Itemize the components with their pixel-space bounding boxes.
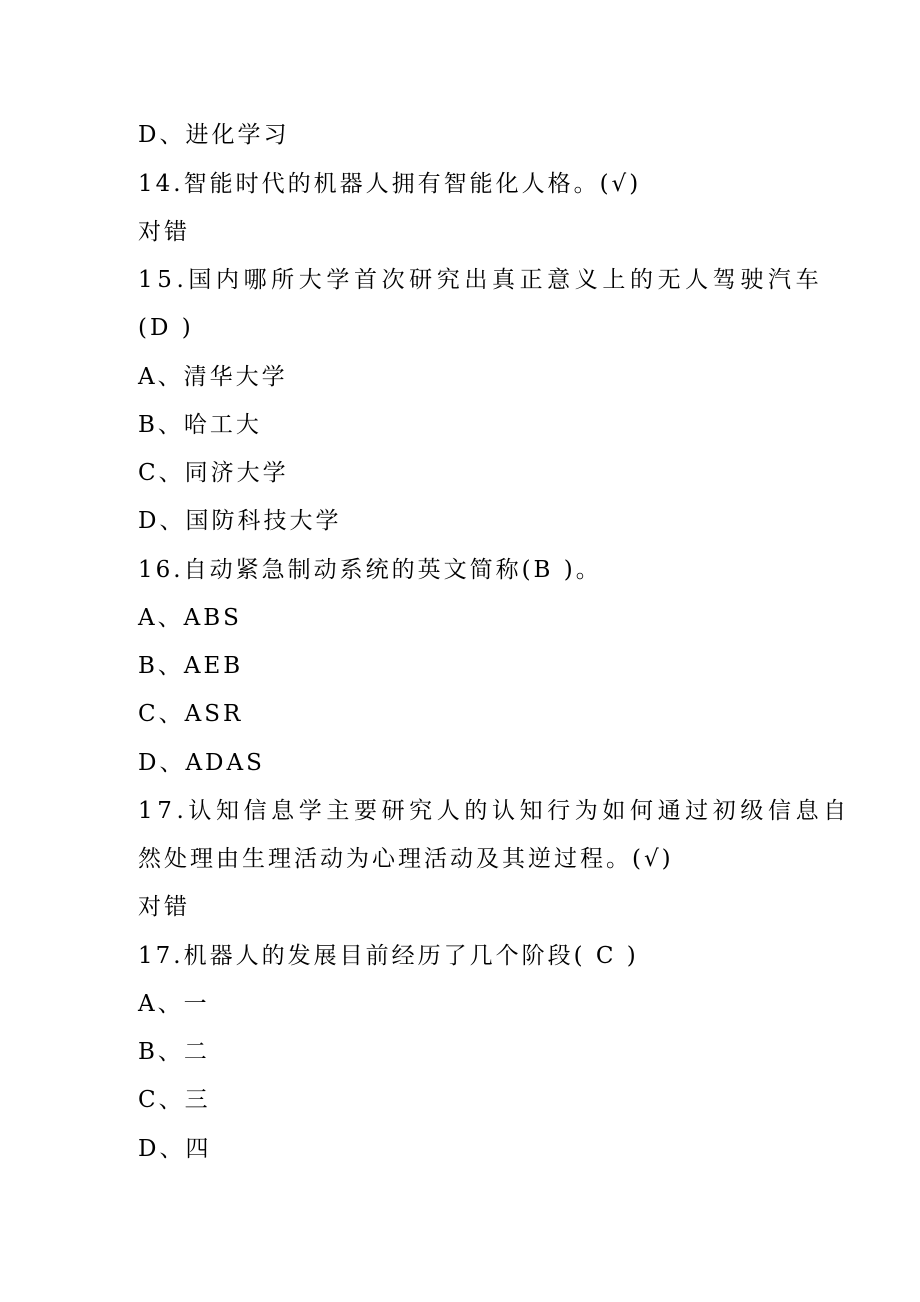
option-a-q15: A、清华大学 [138, 364, 288, 390]
question-16: 16.自动紧急制动系统的英文简称(B )。 [138, 557, 602, 583]
option-c-q16: C、ASR [138, 701, 244, 727]
option-b-q17b: B、二 [138, 1039, 210, 1065]
option-d-q17b: D、四 [138, 1136, 212, 1162]
option-d-q16: D、ADAS [138, 750, 265, 776]
true-false-label-q17: 对错 [138, 894, 190, 920]
option-a-q16: A、ABS [138, 605, 242, 631]
question-17a-line-2: 然处理由生理活动为心理活动及其逆过程。(√) [138, 846, 674, 872]
option-d-q15: D、国防科技大学 [138, 508, 342, 534]
question-15-line-1: 15.国内哪所大学首次研究出真正意义上的无人驾驶汽车 [138, 267, 824, 293]
option-d-q13: D、进化学习 [138, 122, 290, 148]
option-c-q17b: C、三 [138, 1087, 211, 1113]
question-14: 14.智能时代的机器人拥有智能化人格。(√) [138, 171, 642, 197]
option-a-q17b: A、一 [138, 991, 210, 1017]
option-b-q15: B、哈工大 [138, 412, 262, 438]
question-17a-line-1: 17.认知信息学主要研究人的认知行为如何通过初级信息自 [138, 798, 851, 824]
option-c-q15: C、同济大学 [138, 460, 289, 486]
question-17b: 17.机器人的发展目前经历了几个阶段( C ) [138, 943, 639, 969]
option-b-q16: B、AEB [138, 653, 244, 679]
question-15-line-2: (D ) [138, 315, 194, 341]
true-false-label-q14: 对错 [138, 219, 190, 245]
